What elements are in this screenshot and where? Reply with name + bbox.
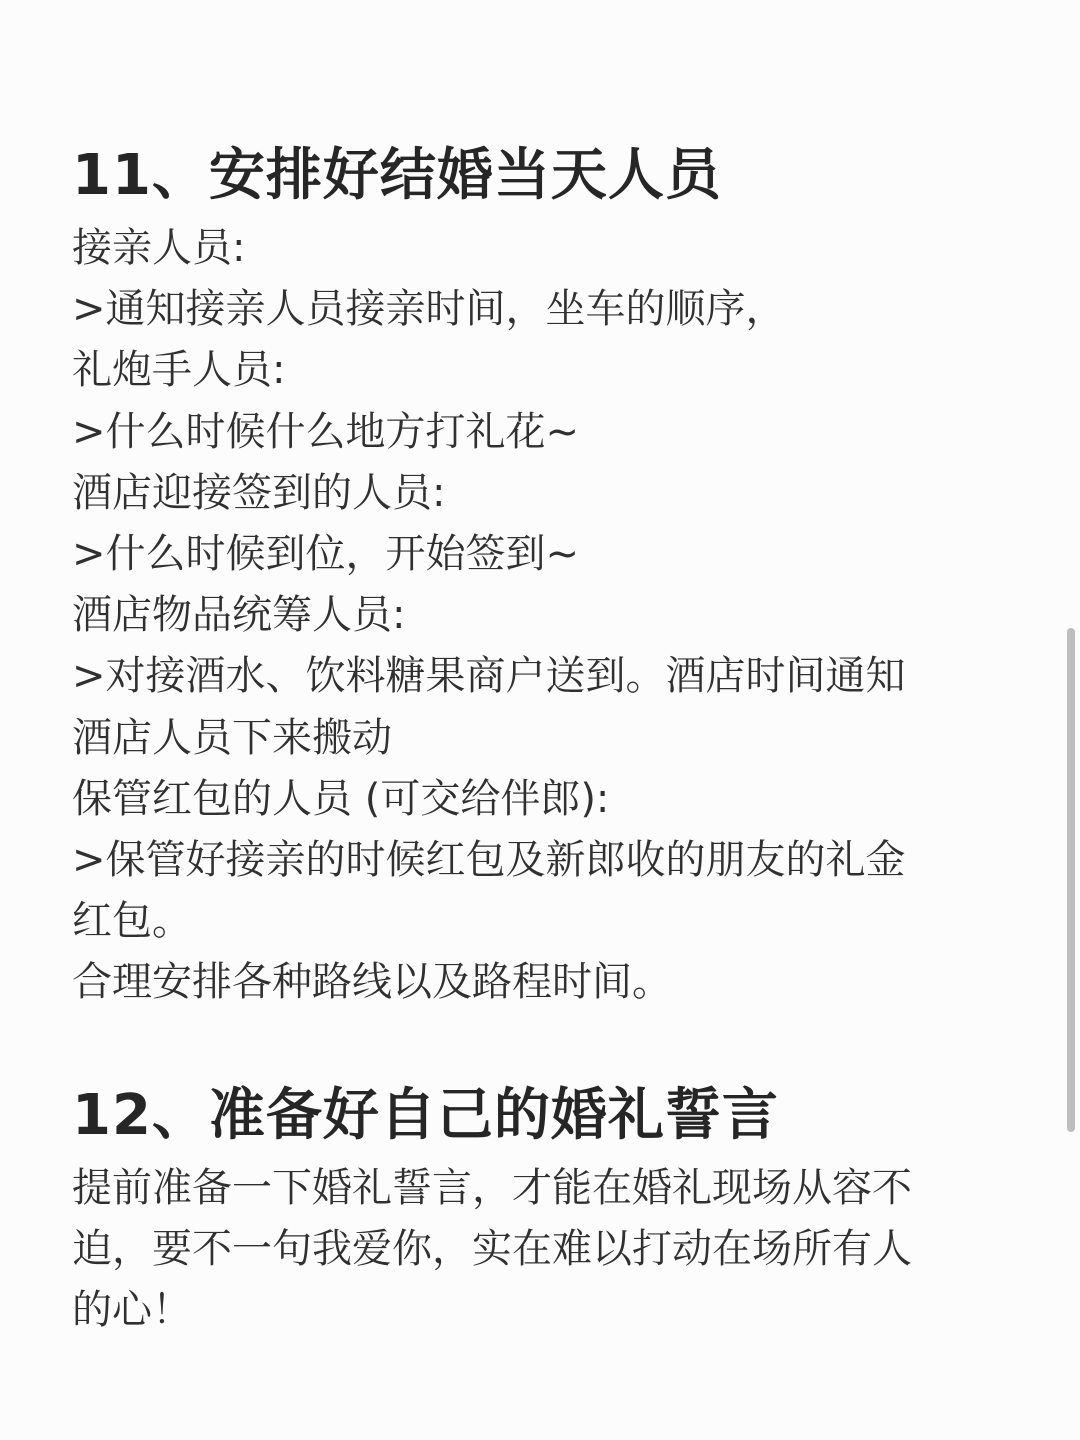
section-11-body: [72, 218, 1002, 1014]
body-line: >保管好接亲的时候红包及新郎收的朋友的礼金: [72, 837, 906, 884]
section-12: [72, 1080, 1002, 1341]
body-line: 接亲人员:: [72, 225, 246, 271]
body-line: 酒店迎接签到的人员:: [72, 469, 446, 516]
section-12-body: [72, 1158, 1002, 1341]
body-line: 的心！: [72, 1287, 192, 1333]
body-line: >什么时候什么地方打礼花~: [72, 408, 580, 455]
body-line: >对接酒水、饮料糖果商户送到。酒店时间通知: [72, 653, 906, 700]
section-11-heading: 11、安排好结婚当天人员: [72, 143, 722, 208]
body-line: >什么时候到位，开始签到~: [72, 531, 580, 578]
body-line: >通知接亲人员接亲时间，坐车的顺序，: [72, 286, 786, 333]
body-line: 酒店物品统筹人员:: [72, 592, 406, 639]
body-line: 提前准备一下婚礼誓言，才能在婚礼现场从容不: [72, 1165, 912, 1211]
section-12-heading: 12、准备好自己的婚礼誓言: [72, 1083, 779, 1148]
body-line: 红包。: [72, 898, 192, 945]
body-line: 礼炮手人员:: [72, 347, 286, 394]
section-11: [72, 140, 1002, 1014]
body-line: 酒店人员下来搬动: [72, 714, 392, 761]
scrollbar-thumb[interactable]: [1067, 628, 1075, 1132]
body-line: 合理安排各种路线以及路程时间。: [72, 959, 672, 1006]
body-line: 保管红包的人员 (可交给伴郎):: [72, 775, 610, 822]
body-line: 迫，要不一句我爱你，实在难以打动在场所有人: [72, 1226, 912, 1272]
